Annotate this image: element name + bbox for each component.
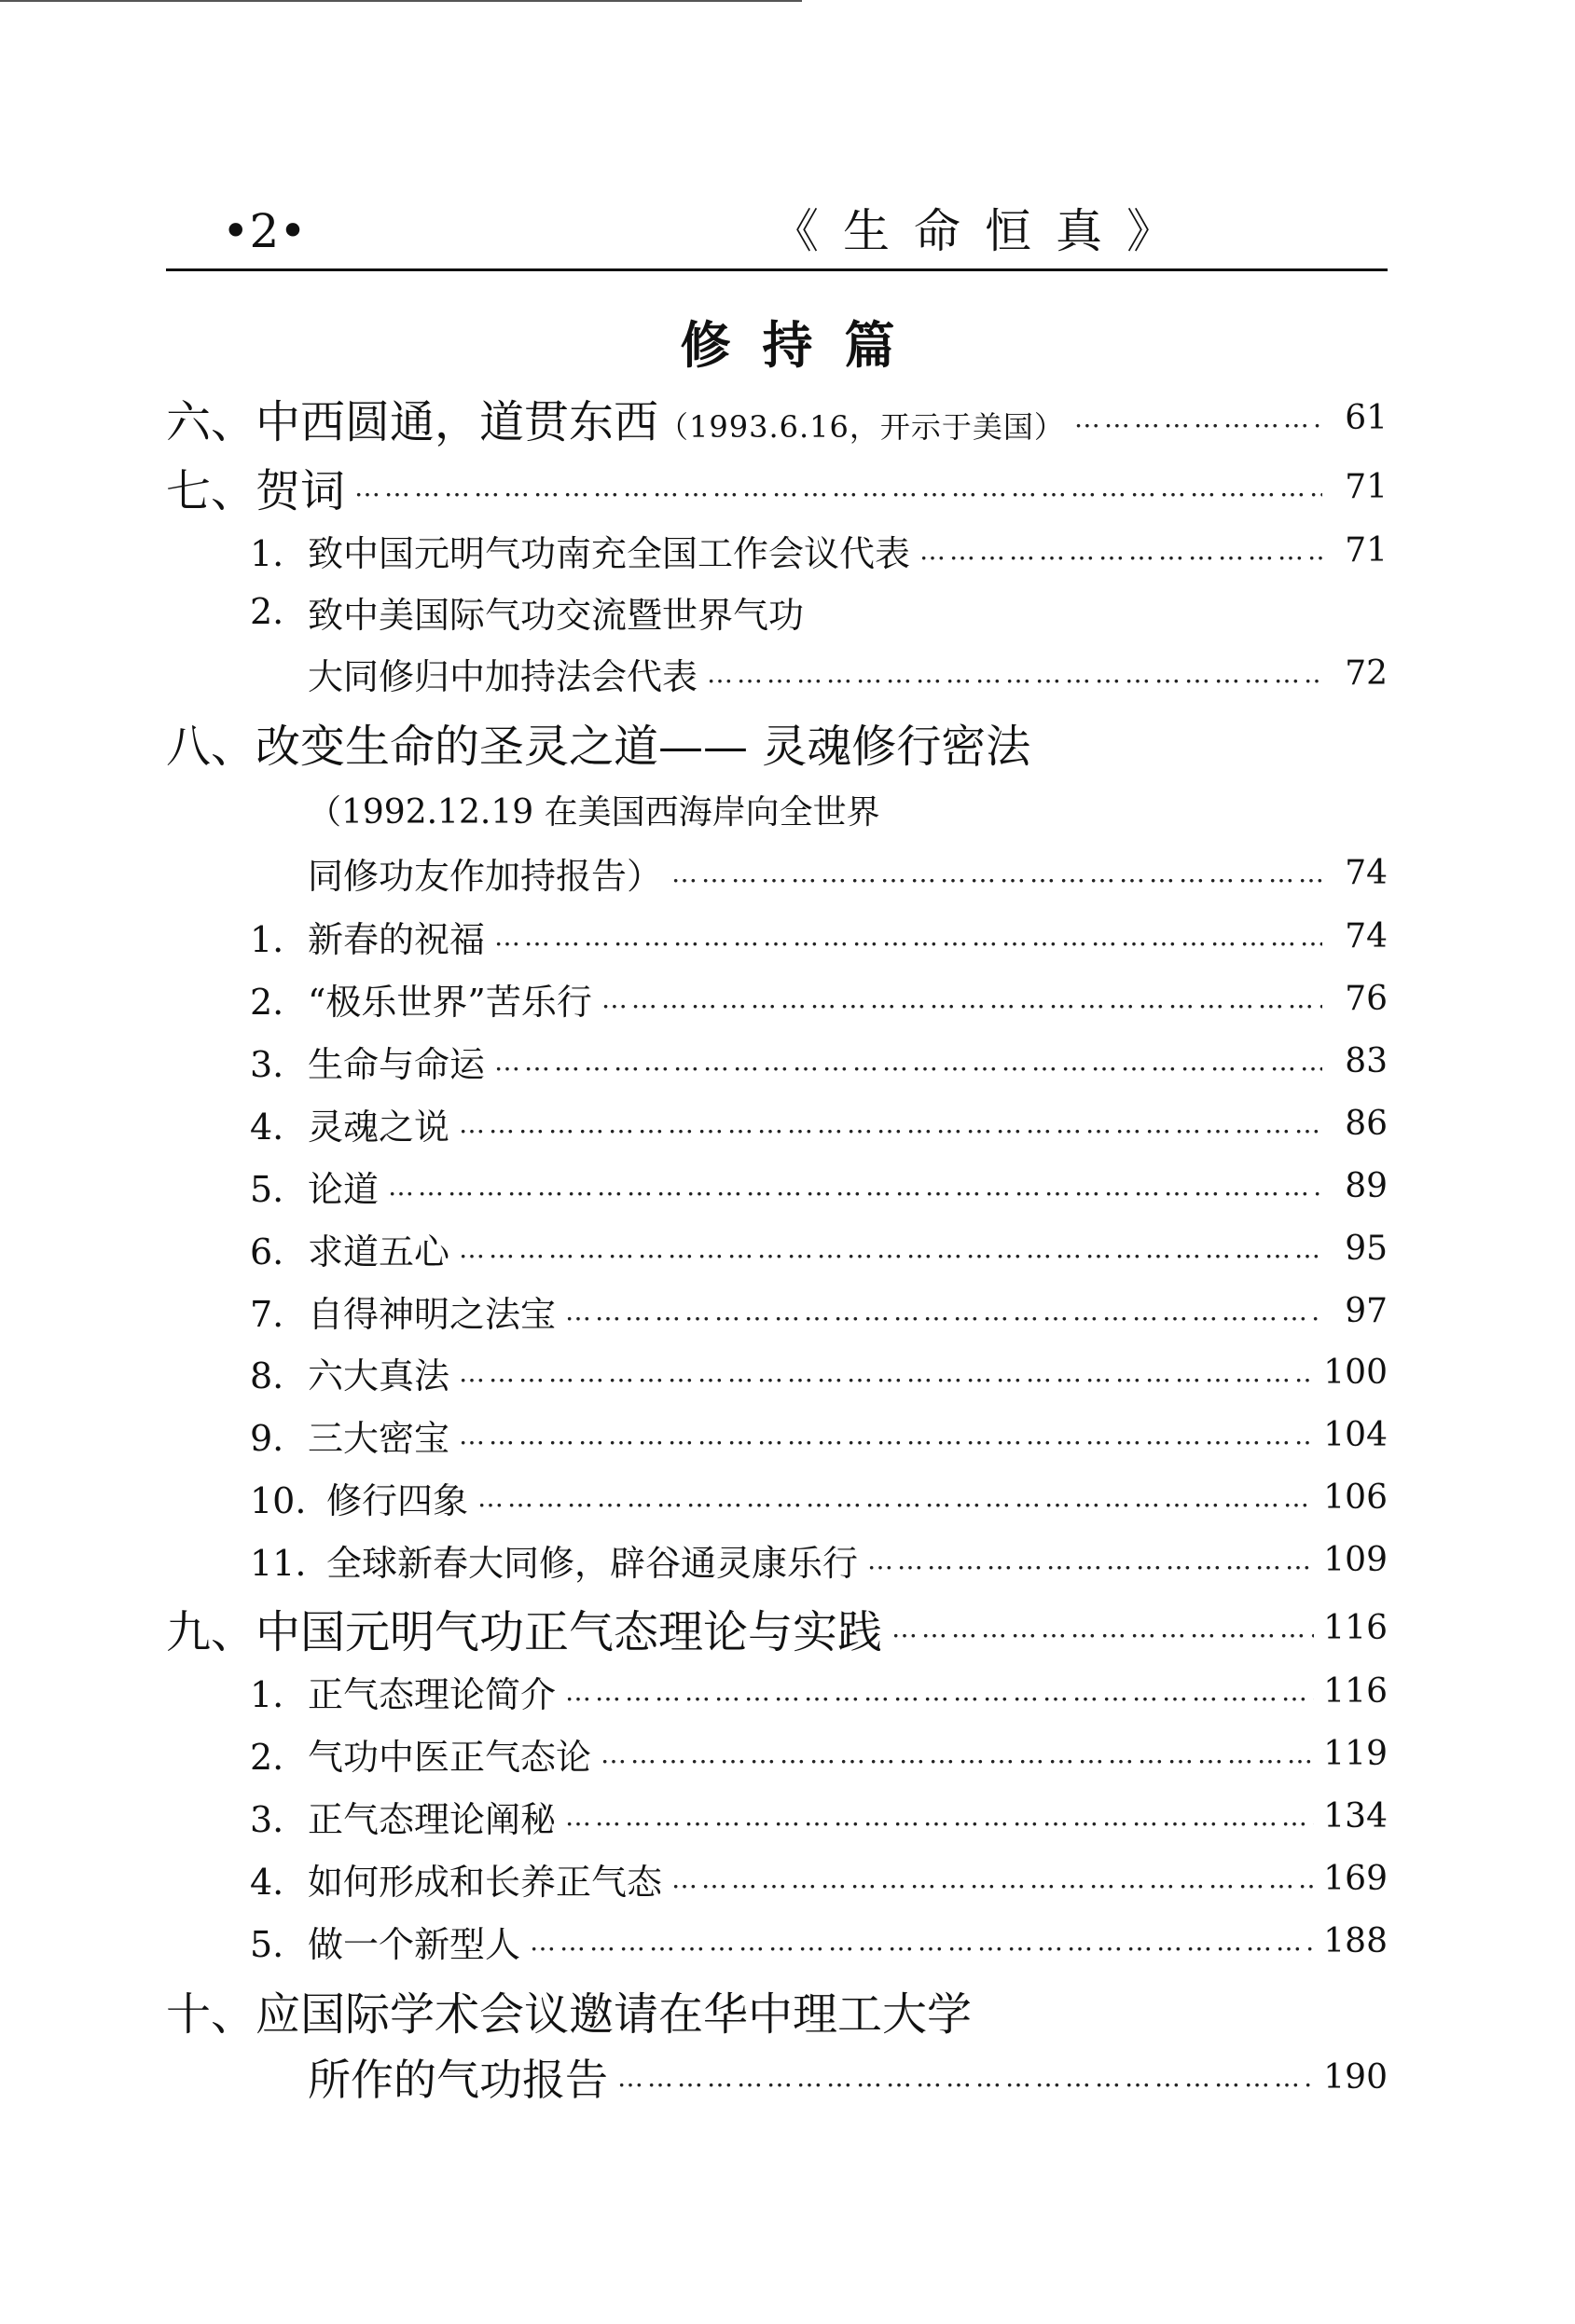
item-title: 做一个新型人	[308, 1923, 521, 1965]
toc-entry-label	[250, 1098, 449, 1149]
toc-entry-7[interactable]	[166, 459, 1388, 515]
toc-entry-label	[250, 973, 592, 1024]
item-number: 9.	[250, 1417, 284, 1459]
page-ref: 116	[1323, 1671, 1388, 1711]
chapter-prefix: 九、	[166, 1605, 256, 1658]
item-title: 修行四象	[326, 1479, 469, 1521]
dot-leader	[459, 1357, 1314, 1388]
toc-entry-8-4[interactable]	[250, 1095, 1388, 1151]
item-title: “极乐世界”苦乐行	[308, 981, 592, 1023]
page-ref: 72	[1345, 653, 1388, 693]
chapter-title: 中国元明气功正气态理论与实践	[256, 1605, 883, 1658]
dot-leader	[388, 1171, 1322, 1202]
item-title: 求道五心	[308, 1231, 450, 1272]
item-title: 气功中医正气态论	[308, 1736, 592, 1778]
page-ref: 169	[1323, 1859, 1388, 1898]
item-number: 11.	[250, 1542, 307, 1584]
item-number: 1.	[250, 1673, 284, 1715]
toc-entry-label	[250, 525, 910, 576]
toc-entry-8-3[interactable]	[250, 1033, 1388, 1089]
page-header	[166, 194, 1388, 268]
toc-entry-label	[166, 386, 1065, 450]
item-number: 1.	[250, 918, 284, 960]
chapter-note: （1993.6.16，开示于美国）	[658, 408, 1065, 445]
dot-leader	[919, 535, 1322, 566]
dot-leader	[1074, 403, 1322, 433]
toc-entry-label	[250, 1036, 485, 1087]
item-number: 3.	[250, 1798, 284, 1840]
page-ref: 97	[1345, 1291, 1388, 1330]
dot-leader	[354, 472, 1322, 502]
item-title: 自得神明之法宝	[308, 1293, 557, 1335]
dot-leader	[477, 1482, 1314, 1513]
dot-leader	[601, 1739, 1314, 1769]
page-ref: 100	[1323, 1353, 1388, 1392]
toc-entry-label	[250, 1223, 449, 1274]
chapter-prefix: 十、	[166, 1987, 256, 2041]
item-title: 生命与命运	[308, 1043, 486, 1085]
item-number: 4.	[250, 1861, 284, 1903]
dot-leader	[459, 1420, 1314, 1451]
dot-leader	[565, 1676, 1314, 1707]
page-ref: 188	[1323, 1921, 1388, 1960]
toc-entry-7-2-line2[interactable]	[308, 645, 1388, 701]
chapter-prefix: 七、	[166, 464, 256, 517]
toc-entry-8-2[interactable]	[250, 970, 1388, 1026]
toc-entry-9[interactable]	[166, 1600, 1388, 1656]
page-ref: 106	[1323, 1478, 1388, 1517]
chapter-prefix: 六、	[166, 395, 256, 448]
toc-entry-8-note-line1	[308, 781, 880, 837]
header-rule	[166, 268, 1388, 271]
toc-entry-8-6[interactable]	[250, 1220, 1388, 1276]
item-number: 2.	[250, 981, 284, 1023]
item-number: 2.	[250, 591, 284, 632]
toc-entry-label	[166, 455, 345, 519]
toc-entry-9-4[interactable]	[250, 1850, 1388, 1906]
toc-entry-7-2-line1[interactable]	[250, 584, 804, 639]
page-ref: 74	[1345, 916, 1388, 956]
dot-leader	[530, 1926, 1314, 1957]
item-number: 5.	[250, 1168, 284, 1210]
page-ref: 71	[1345, 467, 1388, 506]
item-title: 如何形成和长养正气态	[308, 1861, 663, 1903]
dot-leader	[565, 1801, 1314, 1832]
page-ref: 89	[1345, 1166, 1388, 1205]
toc-entry-label	[250, 1728, 591, 1780]
toc-entry-label	[250, 1916, 520, 1967]
toc-entry-8-10[interactable]	[250, 1469, 1388, 1525]
page-number: •2•	[222, 204, 307, 258]
item-number: 6.	[250, 1231, 284, 1272]
toc-entry-label	[250, 911, 485, 962]
item-title: 正气态理论简介	[308, 1673, 557, 1715]
item-number: 7.	[250, 1293, 284, 1335]
page-ref: 74	[1345, 853, 1388, 892]
page-ref: 83	[1345, 1041, 1388, 1080]
chapter-note-line2: 同修功友作加持报告）	[308, 855, 663, 897]
dot-leader	[601, 983, 1322, 1014]
toc-entry-label	[250, 1666, 556, 1717]
page-ref: 116	[1323, 1608, 1388, 1647]
chapter-title: 贺词	[256, 464, 346, 517]
page-ref: 86	[1345, 1104, 1388, 1143]
toc-entry-label	[250, 1410, 449, 1461]
chapter-prefix: 八、	[166, 720, 256, 773]
dot-leader	[459, 1233, 1322, 1264]
toc-entry-label	[250, 1853, 662, 1905]
dot-leader	[494, 1046, 1322, 1077]
item-title: 新春的祝福	[308, 918, 486, 960]
item-number: 4.	[250, 1106, 284, 1148]
toc-entry-8-9[interactable]	[250, 1407, 1388, 1463]
chapter-title: 改变生命的圣灵之道—— 灵魂修行密法	[256, 720, 1031, 773]
item-title-line1: 致中美国际气功交流暨世界气功	[308, 594, 805, 636]
page-ref: 76	[1345, 979, 1388, 1018]
toc-entry-9-2[interactable]	[250, 1726, 1388, 1781]
toc-entry-9-1[interactable]	[250, 1663, 1388, 1719]
toc-entry-8-11[interactable]	[250, 1532, 1388, 1588]
dot-leader	[617, 2062, 1314, 2093]
page-ref: 134	[1323, 1796, 1388, 1836]
item-number: 10.	[250, 1479, 307, 1521]
chapter-title-line2: 所作的气功报告	[308, 2055, 608, 2105]
page-ref: 119	[1323, 1734, 1388, 1773]
chapter-note-line1: （1992.12.19 在美国西海岸向全世界	[308, 792, 880, 832]
page-ref: 109	[1323, 1540, 1388, 1579]
toc-entry-8-7[interactable]	[250, 1283, 1388, 1339]
dot-leader	[494, 921, 1322, 952]
toc-entry-7-1[interactable]	[250, 522, 1388, 578]
toc-entry-8[interactable]	[308, 845, 1388, 901]
item-title-line2: 大同修归中加持法会代表	[308, 655, 698, 697]
toc-entry-8-title[interactable]	[166, 714, 1031, 773]
toc-entry-9-5[interactable]	[250, 1913, 1388, 1969]
page-ref: 61	[1345, 398, 1388, 437]
top-edge-line	[0, 0, 802, 2]
toc-entry-10[interactable]	[308, 2049, 1388, 2105]
item-title: 正气态理论阐秘	[308, 1798, 557, 1840]
item-number: 8.	[250, 1355, 284, 1396]
toc-entry-label	[250, 1286, 556, 1337]
chapter-title: 中西圆通，道贯东西	[256, 395, 659, 448]
dot-leader	[671, 858, 1322, 888]
toc-entry-8-8[interactable]	[250, 1344, 1388, 1400]
book-title: 《生命恒真》	[772, 204, 1197, 258]
item-title: 三大密宝	[308, 1417, 450, 1459]
dot-leader	[671, 1863, 1314, 1894]
page-ref: 95	[1345, 1229, 1388, 1268]
toc-entry-8-5[interactable]	[250, 1158, 1388, 1214]
toc-entry-label	[250, 1472, 468, 1523]
toc-entry-10-title[interactable]	[166, 1982, 973, 2041]
dot-leader	[565, 1296, 1322, 1327]
toc-entry-9-3[interactable]	[250, 1788, 1388, 1844]
page-ref: 190	[1323, 2057, 1388, 2097]
page-ref: 104	[1323, 1415, 1388, 1454]
dot-leader	[707, 658, 1322, 689]
item-title: 全球新春大同修，辟谷通灵康乐行	[326, 1542, 859, 1584]
toc-entry-8-1[interactable]	[250, 908, 1388, 964]
item-number: 2.	[250, 1736, 284, 1778]
item-title: 灵魂之说	[308, 1106, 450, 1148]
toc-entry-label	[250, 1347, 449, 1398]
item-number: 1.	[250, 532, 284, 574]
dot-leader	[867, 1545, 1314, 1575]
page-ref: 71	[1345, 530, 1388, 570]
toc-entry-label	[250, 1791, 556, 1842]
item-title: 论道	[308, 1168, 380, 1210]
item-title: 六大真法	[308, 1355, 450, 1396]
chapter-title-line1: 应国际学术会议邀请在华中理工大学	[256, 1987, 973, 2041]
item-number: 3.	[250, 1043, 284, 1085]
toc-entry-label	[250, 1534, 858, 1586]
toc-entry-label	[166, 1596, 882, 1660]
item-title: 致中国元明气功南充全国工作会议代表	[308, 532, 911, 574]
item-number: 5.	[250, 1923, 284, 1965]
dot-leader	[891, 1613, 1314, 1643]
dot-leader	[459, 1108, 1322, 1139]
toc-entry-6[interactable]	[166, 390, 1388, 446]
toc-entry-label	[250, 1161, 379, 1212]
section-title: 修持篇	[680, 315, 927, 375]
